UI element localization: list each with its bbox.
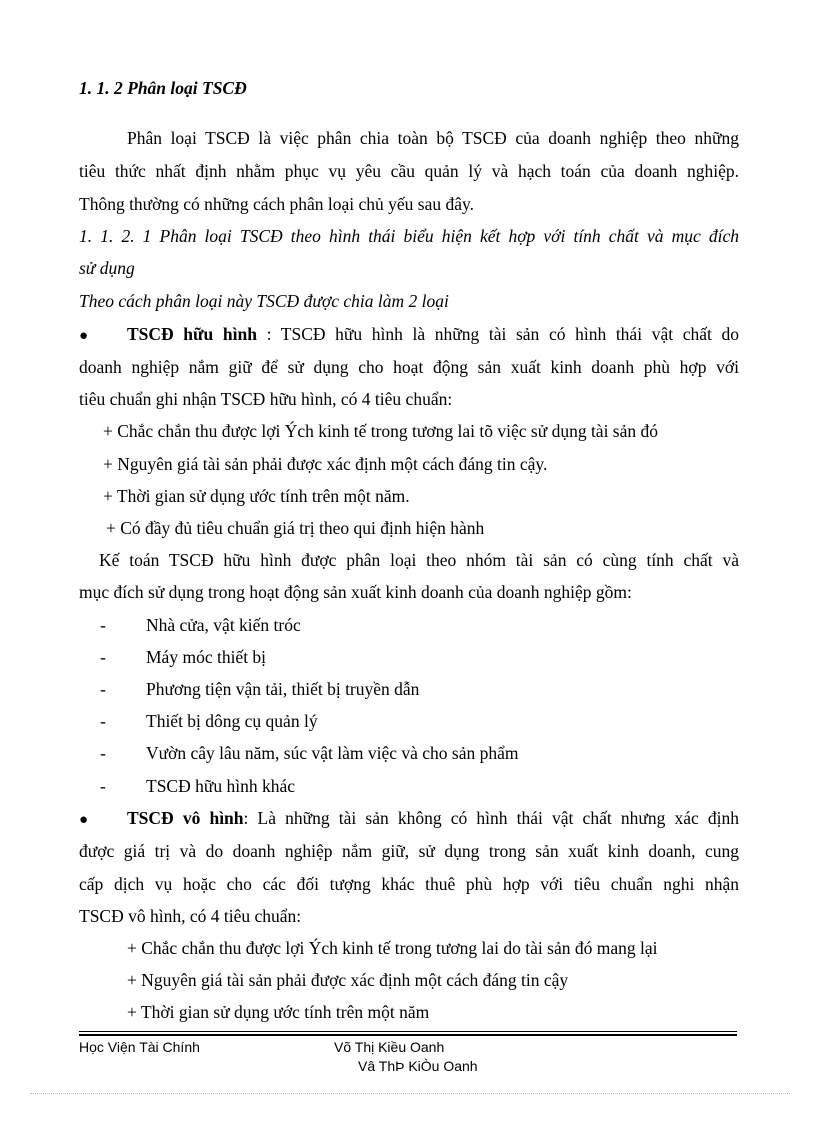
intangible-term: TSCĐ vô hình: [127, 808, 244, 828]
intangible-criterion: + Thời gian sử dụng ước tính trên một năm: [127, 1002, 430, 1022]
footer-author-garbled: Vâ ThÞ KiÒu Oanh: [358, 1058, 478, 1074]
tangible-criterion: + Chắc chắn thu được lợi Ých kinh tế trong tương lai tõ việc sử dụng tài sản đó: [103, 421, 659, 441]
tangible-criterion: + Nguyên giá tài sản phải được xác định một cách đáng tin cậy.: [103, 454, 548, 474]
tangible-line-1: [79, 324, 739, 346]
tangible-criterion: + Thời gian sử dụng ước tính trên một năm.: [103, 486, 410, 506]
group-item: - Nhà cửa, vật kiến tróc: [100, 615, 301, 635]
subheading-note: Theo cách phân loại này TSCĐ được chia làm 2 loại: [79, 291, 449, 311]
intro-line-3: Thông thường có những cách phân loại chủ yếu sau đây.: [79, 194, 474, 214]
intangible-criterion: + Nguyên giá tài sản phải được xác định một cách đáng tin cậy: [127, 970, 569, 990]
subheading-line-1: 1. 1. 2. 1 Phân loại TSCĐ theo hình thái biểu hiện kết hợp với tính chất và mục đích: [79, 226, 739, 246]
intangible-line-1: [79, 808, 739, 830]
group-item: - Thiết bị dông cụ quản lý: [100, 711, 318, 731]
group-item: - Vườn cây lâu năm, súc vật làm việc và cho sản phẩm: [100, 743, 519, 763]
group-item: - Máy móc thiết bị: [100, 647, 267, 667]
intro-line-1: Phân loại TSCĐ là việc phân chia toàn bộ TSCĐ của doanh nghiệp theo những: [127, 128, 739, 148]
tangible-line-2: doanh nghiệp nắm giữ để sử dụng cho hoạt động sản xuất kinh doanh phù hợp với: [79, 357, 739, 377]
classification-line-2: mục đích sử dụng trong hoạt động sản xuất kinh doanh của doanh nghiệp gồm:: [79, 582, 632, 602]
footer-author: Võ Thị Kiều Oanh: [334, 1039, 445, 1055]
intangible-criterion: + Chắc chắn thu được lợi Ých kinh tế trong tương lai do tài sản đó mang lại: [127, 938, 658, 958]
intangible-line-3: cấp dịch vụ hoặc cho các đối tượng khác thuê phù hợp với tiêu chuẩn nghi nhận: [79, 874, 739, 894]
tangible-line-3: tiêu chuẩn ghi nhận TSCĐ hữu hình, có 4 tiêu chuẩn:: [79, 389, 453, 409]
intangible-definition: : Là những tài sản không có hình thái vật chất nhưng xác định: [243, 808, 739, 828]
footer-rule: [79, 1031, 737, 1032]
bullet-icon: ●: [79, 328, 89, 344]
section-heading: 1. 1. 2 Phân loại TSCĐ: [79, 78, 247, 98]
group-item: - TSCĐ hữu hình khác: [100, 776, 295, 796]
page-bottom-divider: [30, 1093, 790, 1094]
intangible-line-4: TSCĐ vô hình, có 4 tiêu chuẩn:: [79, 906, 302, 926]
tangible-definition: : TSCĐ hữu hình là những tài sản có hình thái vật chất do: [256, 324, 739, 344]
intangible-line-2: được giá trị và do doanh nghiệp nắm giữ, sử dụng trong sản xuất kinh doanh, cung: [79, 841, 739, 861]
bullet-icon: ●: [79, 812, 89, 828]
tangible-criterion: + Có đầy đủ tiêu chuẩn giá trị theo qui định hiện hành: [106, 518, 485, 538]
subheading-line-2: sử dụng: [79, 258, 135, 278]
classification-line-1: Kế toán TSCĐ hữu hình được phân loại theo nhóm tài sản có cùng tính chất và: [99, 550, 739, 570]
footer-institution: Học Viện Tài Chính: [79, 1039, 200, 1055]
group-item: - Phương tiện vận tải, thiết bị truyền dẫn: [100, 679, 420, 699]
footer-rule-thick: [79, 1034, 737, 1036]
tangible-term: TSCĐ hữu hình: [127, 324, 257, 344]
intro-line-2: tiêu thức nhất định nhằm phục vụ yêu cầu quản lý và hạch toán của doanh nghiệp.: [79, 161, 739, 181]
